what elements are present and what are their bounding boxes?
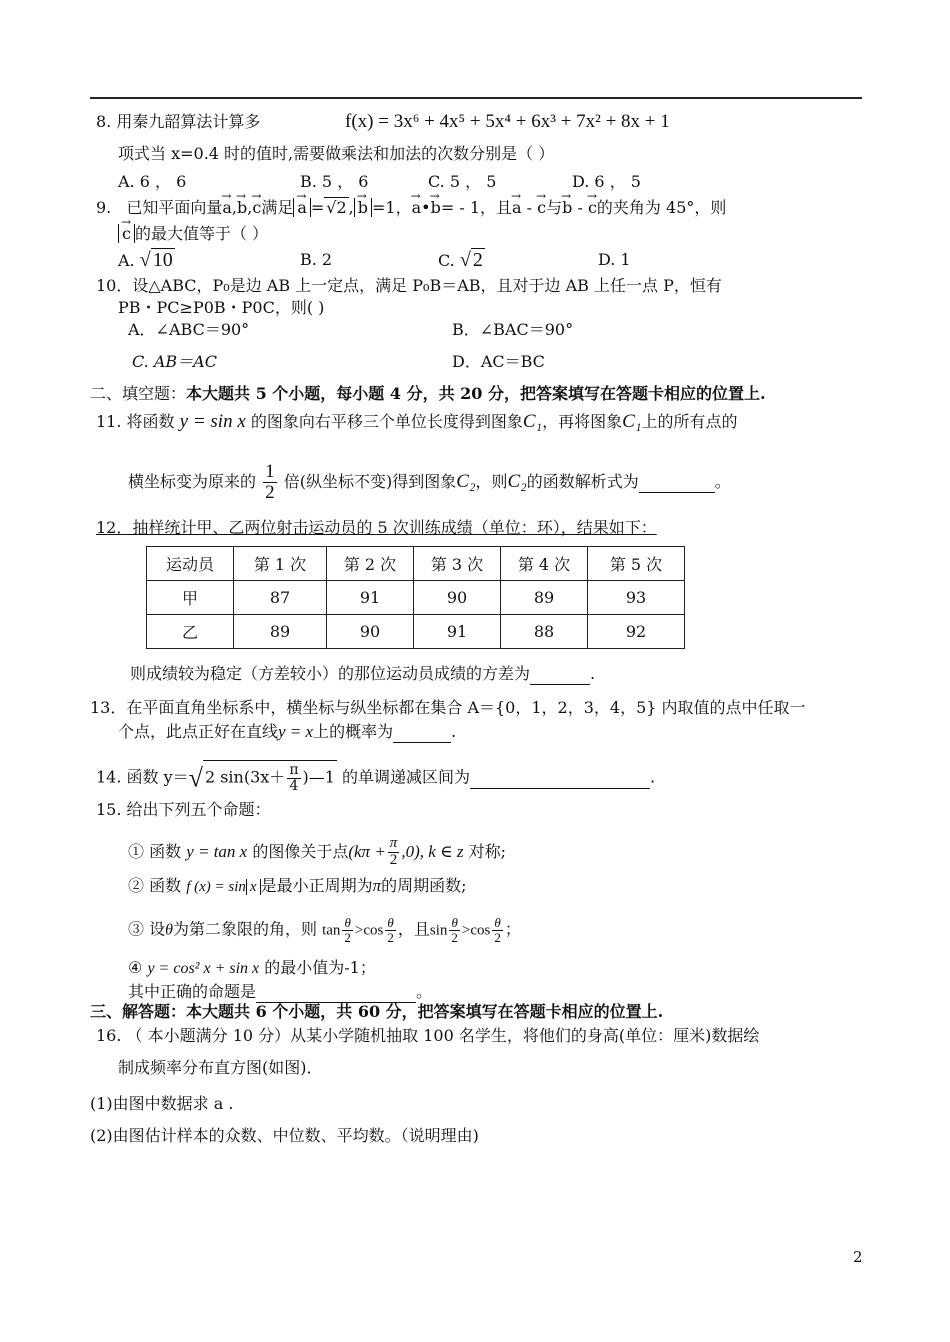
q15-item-3: ③ 设θ为第二象限的角，则 tan $\frac{\theta}{2}$ >cos $\frac{\theta}{2}$ ，且sin $\frac{\theta}{2}$ >cos $\frac{\theta}{2}$ ；	[128, 915, 521, 945]
q10-line1: 10．设△ABC，P₀是边 AB 上一定点，满足 P₀B＝AB，且对于边 AB 上任一点 P，恒有	[96, 276, 722, 295]
table-header: 运动员	[147, 547, 234, 581]
table-cell: 89	[501, 581, 588, 615]
q9-option-b: B. 2	[300, 250, 333, 269]
q10-option-a: A．∠ABC＝90°	[128, 320, 250, 339]
page-number: 2	[853, 1248, 863, 1266]
q9-option-a: A. √ 10	[118, 249, 173, 271]
q10-option-b: B．∠BAC＝90°	[452, 320, 574, 339]
table-header: 第 1 次	[234, 547, 327, 581]
q10-option-d: D．AC＝BC	[452, 352, 545, 371]
table-header: 第 4 次	[501, 547, 588, 581]
q12-question: 则成绩较为稳定（方差较小）的那位运动员成绩的方差为 .	[130, 664, 596, 683]
q8-stem: 8. 用秦九韶算法计算多	[96, 112, 261, 131]
section-2-instructions: 本大题共 5 个小题，每小题 4 分，共 20 分，把答案填写在答题卡相应的位置上.	[186, 384, 766, 403]
q9-text-2: 满足	[261, 198, 294, 217]
q8-option-b: B. 5 ， 6	[300, 172, 369, 191]
q12-answer-blank	[530, 664, 590, 685]
q16-line2: 制成频率分布直方图(如图)．	[118, 1058, 323, 1077]
q13-equation: y = x	[278, 722, 314, 741]
q15-answer-blank	[256, 982, 416, 1003]
q13-line1: 13．在平面直角坐标系中，横坐标与纵坐标都在集合 A＝{0，1，2，3，4，5} 内取值的点中任取一	[90, 698, 806, 717]
q9-radical-a: 10	[152, 249, 173, 271]
q8-option-a: A. 6 ， 6	[118, 172, 187, 191]
q8-option-c: C. 5 ， 5	[428, 172, 497, 191]
q9-radical-c: 2	[472, 249, 483, 271]
q9-text-7: 的最大值等于（ ）	[134, 224, 269, 243]
q9-text-5: 与	[546, 198, 563, 217]
q16-line1: 16. （ 本小题满分 10 分）从某小学随机抽取 100 名学生，将他们的身高(单位：厘米)数据绘	[96, 1026, 760, 1045]
q12-score-table	[146, 546, 685, 649]
section-3-heading: 三、解答题：本大题共 6 个小题，共 60 分，把答案填写在答题卡相应的位置上.	[90, 1002, 664, 1021]
q15-item-1: ① 函数 y = tan x 的图像关于点(kπ + $\frac{\pi}{2}$ ,0), k ∈ z 对称;	[128, 835, 506, 868]
q11-line1: 11. 将函数 y = sin x 的图象向右平移三个单位长度得到图象C₁，再将图象C₁上的所有点的	[96, 411, 738, 432]
header-rule	[90, 97, 862, 99]
q9-text-3: =1，	[372, 198, 412, 217]
table-header: 第 2 次	[327, 547, 414, 581]
q15-item-2: ② 函数 f (x) = sin x 是最小正周期为π的周期函数;	[128, 876, 467, 895]
q9-option-c: C. √ 2	[438, 249, 483, 271]
table-cell: 91	[414, 615, 501, 649]
table-cell: 90	[414, 581, 501, 615]
q10-line2: PB・PC≥P0B・P0C，则( )	[118, 298, 325, 317]
q8-option-d: D. 6 ， 5	[572, 172, 641, 191]
q11-function: y = sin x	[179, 411, 246, 432]
q8-polynomial-text: f(x) = 3x⁶ + 4x⁵ + 5x⁴ + 6x³ + 7x² + 8x + 1	[345, 111, 670, 132]
q15-item-4: ④ y = cos² x + sin x 的最小值为-1；	[128, 958, 376, 977]
q14-answer-blank	[470, 768, 650, 789]
q9-option-d: D. 1	[598, 250, 631, 269]
q9-line1: 9. 已知平面向量→ a,→ b,→ c满足→ a = √2 ,→ b =1，→ a•→ b= - 1，且→ a - → c与→ b - → c的夹角为 45°，则	[96, 198, 726, 218]
q13-line2: 个点，此点正好在直线y = x上的概率为 .	[118, 722, 457, 741]
q10-option-c: C. AB＝AC	[132, 352, 217, 371]
q14-line: 14. 函数 y＝√ 2 sin(3x＋ $\frac{\pi}{4}$ )—1 的单调递减区间为 .	[96, 762, 656, 794]
q12-line1: 12．抽样统计甲、乙两位射击运动员的 5 次训练成绩（单位：环），结果如下：	[96, 518, 657, 537]
table-cell: 91	[327, 581, 414, 615]
table-row	[147, 615, 685, 649]
table-cell: 甲	[147, 581, 234, 615]
table-cell: 92	[588, 615, 685, 649]
section-2-heading: 二、填空题：本大题共 5 个小题，每小题 4 分，共 20 分，把答案填写在答题卡相应的位置上.	[90, 384, 766, 403]
table-header: 第 3 次	[414, 547, 501, 581]
vector-c: → c	[252, 198, 261, 218]
table-row	[147, 581, 685, 615]
table-header-row	[147, 547, 685, 581]
q11-answer-blank	[639, 472, 715, 493]
table-cell: 乙	[147, 615, 234, 649]
vector-a: → a	[222, 198, 232, 218]
q8-polynomial	[345, 112, 670, 132]
table-header: 第 5 次	[588, 547, 685, 581]
q16-part-1: (1)由图中数据求 a .	[90, 1094, 234, 1113]
q9-text-6: 的夹角为 45°，则	[596, 198, 727, 217]
table-cell: 93	[588, 581, 685, 615]
q15-line1: 15. 给出下列五个命题：	[96, 800, 271, 819]
table-cell: 90	[327, 615, 414, 649]
q8-line2: 项式当 x=0.4 时的值时,需要做乘法和加法的次数分别是（ ）	[118, 144, 555, 163]
q9-text-4: = - 1，且	[440, 198, 513, 217]
table-cell: 87	[234, 581, 327, 615]
q9-text-1: 已知平面向量	[126, 198, 223, 217]
q16-part-2: (2)由图估计样本的众数、中位数、平均数。（说明理由)	[90, 1126, 479, 1145]
table-cell: 88	[501, 615, 588, 649]
q15-answer-line: 其中正确的命题是 。	[128, 982, 433, 1001]
q11-fraction: $\frac{1}{2}$	[265, 461, 275, 503]
q13-answer-blank	[393, 722, 451, 743]
q9-line2: → c 的最大值等于（ ）	[118, 224, 268, 244]
q9-number: 9.	[96, 198, 112, 217]
q11-line2: 横坐标变为原来的 $\frac{1}{2}$ 倍(纵坐标不变)得到图象C₂，则C₂的函数解析式为 。	[128, 461, 731, 503]
vector-b: → b	[237, 198, 247, 218]
table-cell: 89	[234, 615, 327, 649]
